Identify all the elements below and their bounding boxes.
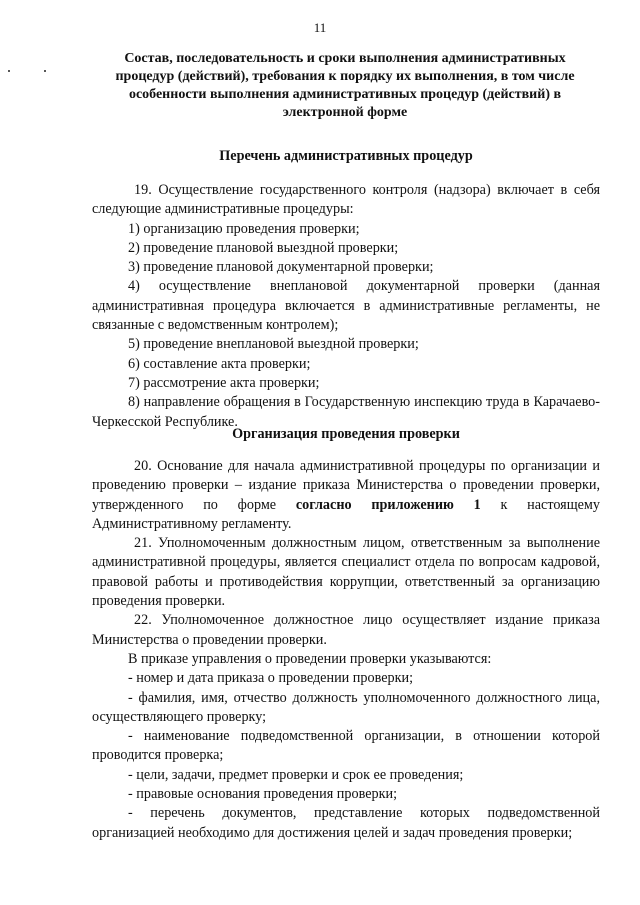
scan-dot-mark (8, 70, 10, 72)
list-item: - номер и дата приказа о проведении проверки; (128, 670, 414, 687)
list-item: 7) рассмотрение акта проверки; (128, 374, 320, 391)
paragraph-22: 22. Уполномоченное должностное лицо осуществляет издание приказа Министерства о проведении проверки. (92, 612, 600, 648)
paragraph-intro: В приказе управления о проведении проверки указываются: (128, 650, 492, 667)
page-number: 11 (313, 20, 327, 35)
paragraph-21: 21. Уполномоченным должностным лицом, ответственным за выполнение административной процедуры, является специалист отдела по вопросам кадровой, правовой работы и противодействия коррупции, ответственный за организацию проведения проверки. (92, 535, 600, 610)
section-body (92, 457, 600, 843)
list-item: - перечень документов, представление которых подведомственной организацией необходимо для достижения целей и задач проведения проверки; (92, 805, 600, 841)
title-line: Состав, последовательность и сроки выполнения административных (124, 51, 566, 66)
document-title (100, 50, 590, 122)
title-line: особенности выполнения административных процедур (действий) в (128, 87, 562, 102)
paragraph-20-text: 20. Основание для начала административной процедуры по организации и проведению проверки – издание приказа Министерства о проведении проверки, утвержденного по форме (92, 458, 600, 513)
list-item: 3) проведение плановой документарной проверки; (128, 259, 434, 276)
list-item: 6) составление акта проверки; (128, 355, 311, 372)
list-item: - правовые основания проведения проверки; (128, 786, 398, 803)
scan-dot-mark (44, 70, 46, 72)
section-heading: Организация проведения проверки (232, 426, 460, 442)
list-item: - фамилия, имя, отчество должность уполномоченного должностного лица, осуществляющего проверку; (92, 689, 600, 725)
title-line: электронной форме (282, 105, 408, 120)
section-heading: Перечень административных процедур (219, 148, 473, 164)
section-body (92, 181, 600, 432)
list-item: - цели, задачи, предмет проверки и срок ее проведения; (128, 766, 464, 783)
list-item: 4) осуществление внеплановой документарной проверки (данная административная процедура включается в административные регламенты, не связанные с ведомственным контролем); (92, 278, 600, 334)
list-item: 5) проведение внеплановой выездной проверки; (128, 336, 419, 353)
paragraph-20 (92, 457, 600, 534)
list-item: 2) проведение плановой выездной проверки; (128, 239, 399, 256)
paragraph-20-tail: к настоящему Административному регламенту. (92, 496, 600, 532)
appendix-reference: согласно приложению 1 (295, 496, 481, 513)
title-line: процедур (действий), требования к порядку их выполнения, в том числе (115, 69, 575, 84)
list-item: 8) направление обращения в Государственную инспекцию труда в Карачаево-Черкесской Республике. (92, 394, 600, 430)
list-item: 1) организацию проведения проверки; (128, 220, 360, 237)
paragraph-19: 19. Осуществление государственного контроля (надзора) включает в себя следующие административные процедуры: (92, 182, 600, 218)
list-item: - наименование подведомственной организации, в отношении которой проводится проверка; (92, 728, 600, 764)
